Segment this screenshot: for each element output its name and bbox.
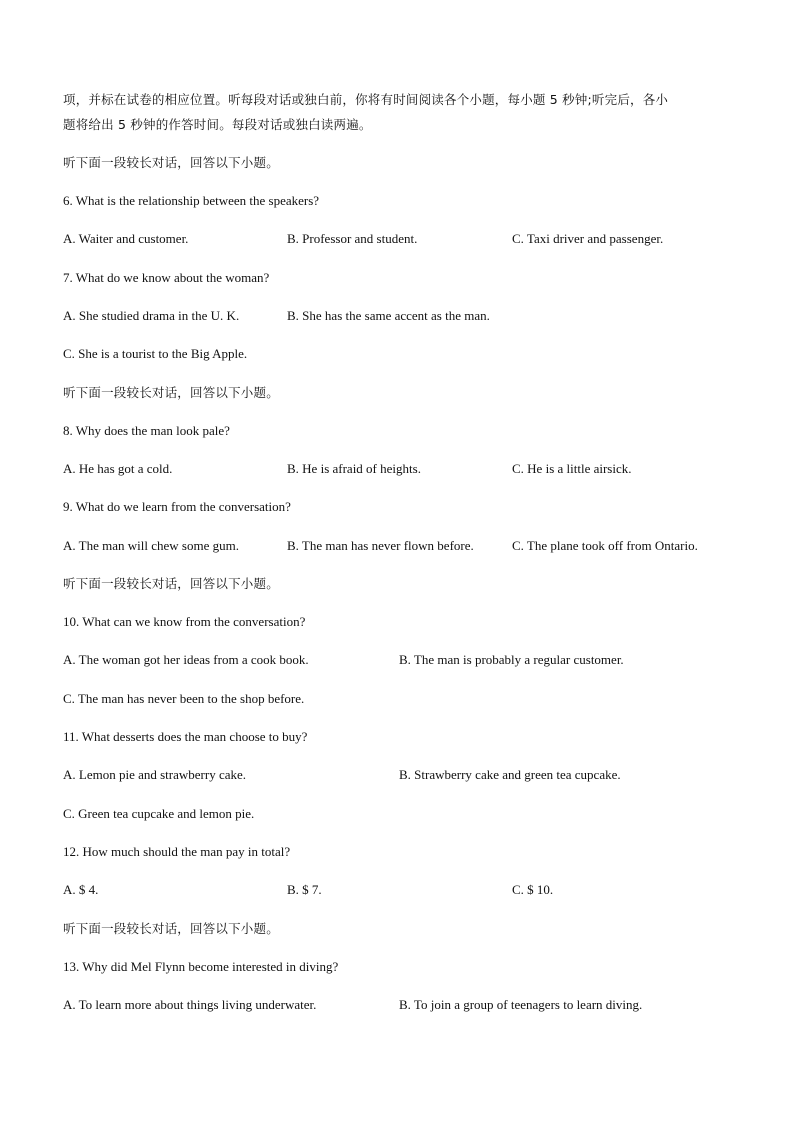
question-stem: 8. Why does the man look pale?: [63, 423, 230, 438]
question-stem: 10. What can we know from the conversation?: [63, 614, 306, 629]
question-stem: 9. What do we learn from the conversation?: [63, 499, 291, 514]
instruction-line-2: 题将给出 5 秒钟的作答时间。每段对话或独白读两遍。: [63, 117, 372, 132]
section-header: 听下面一段较长对话，回答以下小题。: [63, 385, 279, 400]
section-header: 听下面一段较长对话，回答以下小题。: [63, 576, 279, 591]
option-b: B. The man has never flown before.: [287, 538, 474, 553]
option-b: B. To join a group of teenagers to learn diving.: [399, 997, 643, 1012]
instruction-line-1: 项，并标在试卷的相应位置。听每段对话或独白前，你将有时间阅读各个小题，每小题 5 秒钟;听完后，各小: [63, 92, 669, 107]
option-a: A. She studied drama in the U. K.: [63, 308, 240, 323]
option-a: A. To learn more about things living underwater.: [63, 997, 317, 1012]
option-a: A. The woman got her ideas from a cook book.: [63, 652, 309, 667]
option-a: A. Waiter and customer.: [63, 231, 189, 246]
option-b: B. Strawberry cake and green tea cupcake.: [399, 767, 621, 782]
question-stem: 6. What is the relationship between the speakers?: [63, 193, 320, 208]
option-b: B. The man is probably a regular customer.: [399, 652, 624, 667]
option-b: B. Professor and student.: [287, 231, 418, 246]
option-c: C. Taxi driver and passenger.: [512, 231, 664, 246]
option-a: A. Lemon pie and strawberry cake.: [63, 767, 247, 782]
option-b: B. $ 7.: [287, 882, 322, 897]
option-a: A. He has got a cold.: [63, 461, 173, 476]
question-stem: 12. How much should the man pay in total?: [63, 844, 291, 859]
question-stem: 7. What do we know about the woman?: [63, 270, 270, 285]
option-c: C. She is a tourist to the Big Apple.: [63, 346, 248, 361]
option-c: C. The plane took off from Ontario.: [512, 538, 698, 553]
option-c: C. $ 10.: [512, 882, 554, 897]
option-c: C. Green tea cupcake and lemon pie.: [63, 806, 255, 821]
section-header: 听下面一段较长对话，回答以下小题。: [63, 155, 279, 170]
option-a: A. The man will chew some gum.: [63, 538, 239, 553]
option-b: B. He is afraid of heights.: [287, 461, 421, 476]
option-c: C. The man has never been to the shop before.: [63, 691, 305, 706]
question-stem: 13. Why did Mel Flynn become interested in diving?: [63, 959, 339, 974]
option-b: B. She has the same accent as the man.: [287, 308, 490, 323]
section-header: 听下面一段较长对话，回答以下小题。: [63, 921, 279, 936]
option-c: C. He is a little airsick.: [512, 461, 632, 476]
option-a: A. $ 4.: [63, 882, 99, 897]
question-stem: 11. What desserts does the man choose to buy?: [63, 729, 308, 744]
